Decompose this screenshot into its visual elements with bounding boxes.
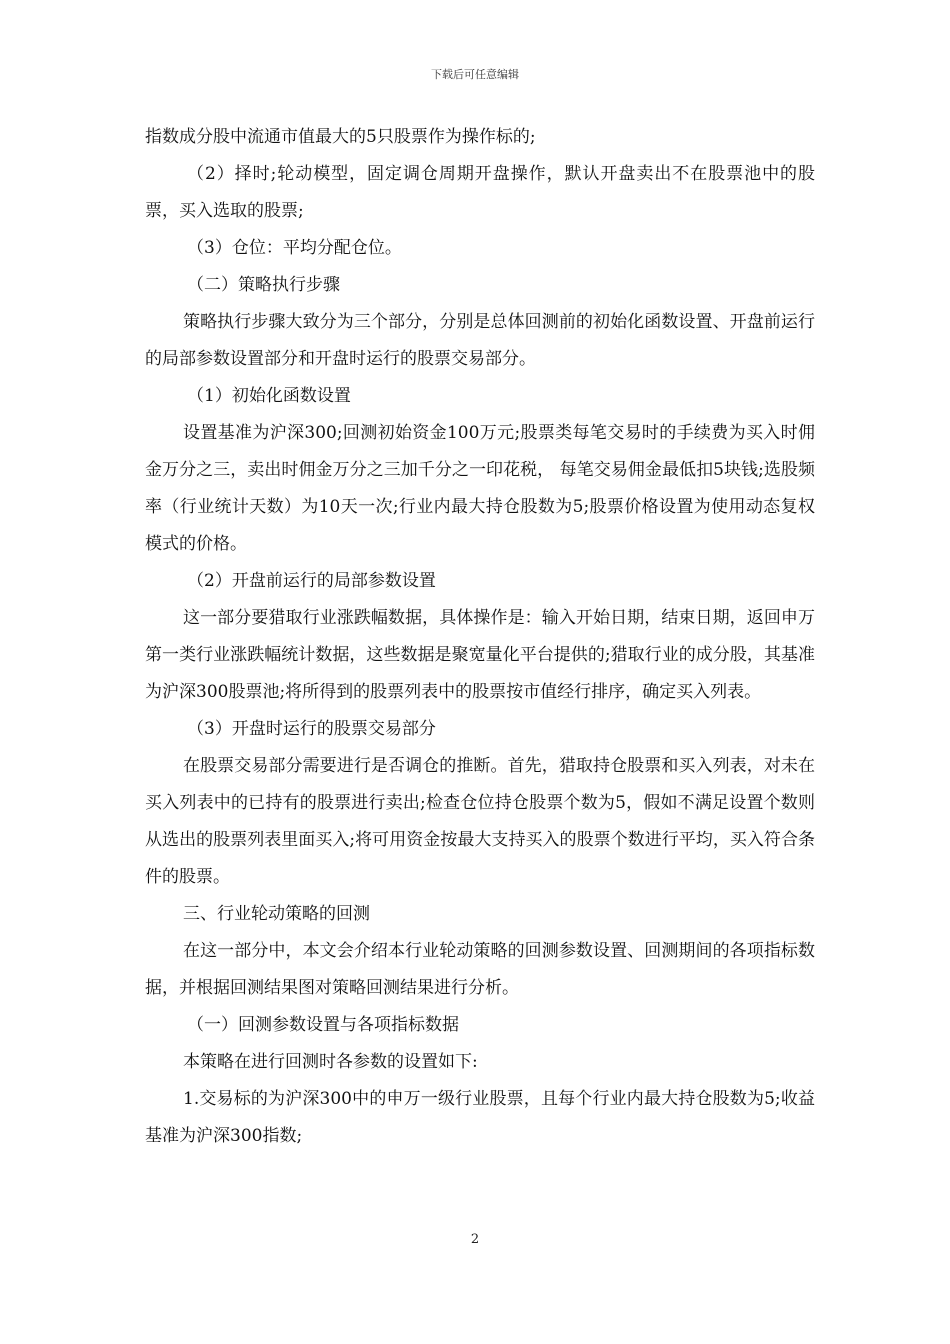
paragraph: 这一部分要猎取行业涨跌幅数据，具体操作是：输入开始日期，结束日期，返回申万第一类行业涨跌幅统计数据，这些数据是聚宽量化平台提供的;猎取行业的成分股，其基准为沪深300股票池;将所得到的股票列表中的股票按市值经行排序，确定买入列表。	[145, 608, 815, 702]
paragraph: 在这一部分中，本文会介绍本行业轮动策略的回测参数设置、回测期间的各项指标数据，并根据回测结果图对策略回测结果进行分析。	[145, 941, 815, 998]
section-heading: （一）回测参数设置与各项指标数据	[187, 1015, 459, 1035]
chapter-heading: 三、行业轮动策略的回测	[183, 904, 370, 924]
section-heading: （二）策略执行步骤	[187, 275, 340, 295]
paragraph: 1.交易标的为沪深300中的申万一级行业股票，且每个行业内最大持仓股数为5;收益基准为沪深300指数;	[145, 1089, 815, 1146]
subsection-heading: （3）开盘时运行的股票交易部分	[187, 719, 436, 739]
paragraph: （2）择时;轮动模型，固定调仓周期开盘操作，默认开盘卖出不在股票池中的股票，买入选取的股票;	[145, 164, 815, 221]
paragraph: 本策略在进行回测时各参数的设置如下:	[183, 1052, 478, 1072]
page-header: 下载后可任意编辑	[431, 68, 519, 81]
paragraph: 策略执行步骤大致分为三个部分，分别是总体回测前的初始化函数设置、开盘前运行的局部参数设置部分和开盘时运行的股票交易部分。	[145, 312, 815, 369]
paragraph: 设置基准为沪深300;回测初始资金100万元;股票类每笔交易时的手续费为买入时佣金万分之三，卖出时佣金万分之三加千分之一印花税， 每笔交易佣金最低扣5块钱;选股频率（行业统计天数）为10天一次;行业内最大持仓股数为5;股票价格设置为使用动态复权模式的价格。	[145, 423, 815, 554]
paragraph: 在股票交易部分需要进行是否调仓的推断。首先，猎取持仓股票和买入列表，对未在买入列表中的已持有的股票进行卖出;检查仓位持仓股票个数为5，假如不满足设置个数则从选出的股票列表里面买入;将可用资金按最大支持买入的股票个数进行平均，买入符合条件的股票。	[145, 756, 815, 887]
paragraph: 指数成分股中流通市值最大的5只股票作为操作标的;	[145, 127, 536, 147]
subsection-heading: （2）开盘前运行的局部参数设置	[187, 571, 436, 591]
subsection-heading: （1）初始化函数设置	[187, 386, 351, 406]
page-number: 2	[470, 1232, 480, 1247]
paragraph: （3）仓位：平均分配仓位。	[187, 238, 402, 258]
document-body	[145, 119, 815, 1155]
